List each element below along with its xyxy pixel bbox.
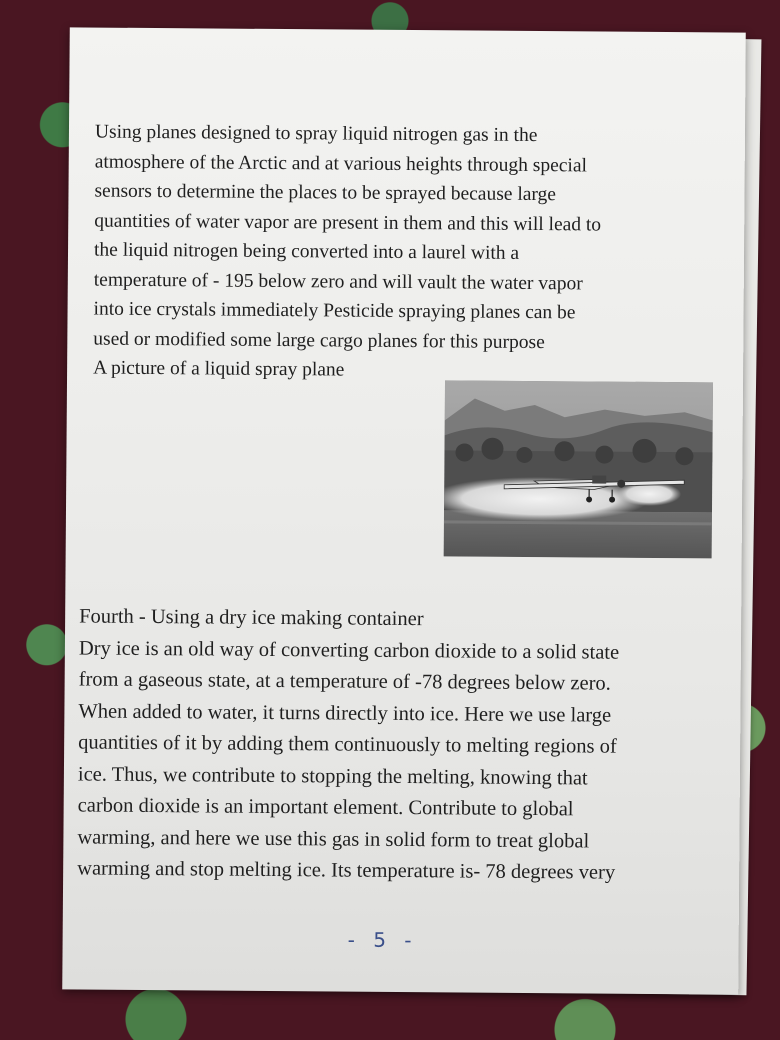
spray-plane-photo: [444, 380, 713, 558]
document-page: [62, 27, 746, 994]
spray-plane-illustration: [444, 380, 713, 558]
paragraph-dry-ice: Fourth - Using a dry ice making container Dry ice is an old way of converting carbon dioxide to a solid state from a gaseous state, at a temperature of -78 degrees below zero. When added to water, it turns directly into ice. Here we use large quantities of it by adding them continuously to melting regions of ice. Thus, we contribute to stopping the melting, knowing that carbon dioxide is an important element. Contribute to global warming, and here we use this gas in solid form to treat global warming and stop melting ice. Its temperature is- 78 degrees very: [77, 605, 620, 884]
paragraph-spray-planes: Using planes designed to spray liquid nitrogen gas in the atmosphere of the Arctic and at various heights through special sensors to determine the places to be sprayed because large quantities of water vapor are present in them and this will lead to the liquid nitrogen being converted into a laurel with a temperature of - 195 below zero and will vault the water vapor into ice crystals immediately Pesticide spraying planes can be used or modified some large cargo planes for this purpose A picture of a liquid spray plane: [93, 121, 602, 381]
page-number: - 5 -: [347, 927, 418, 953]
